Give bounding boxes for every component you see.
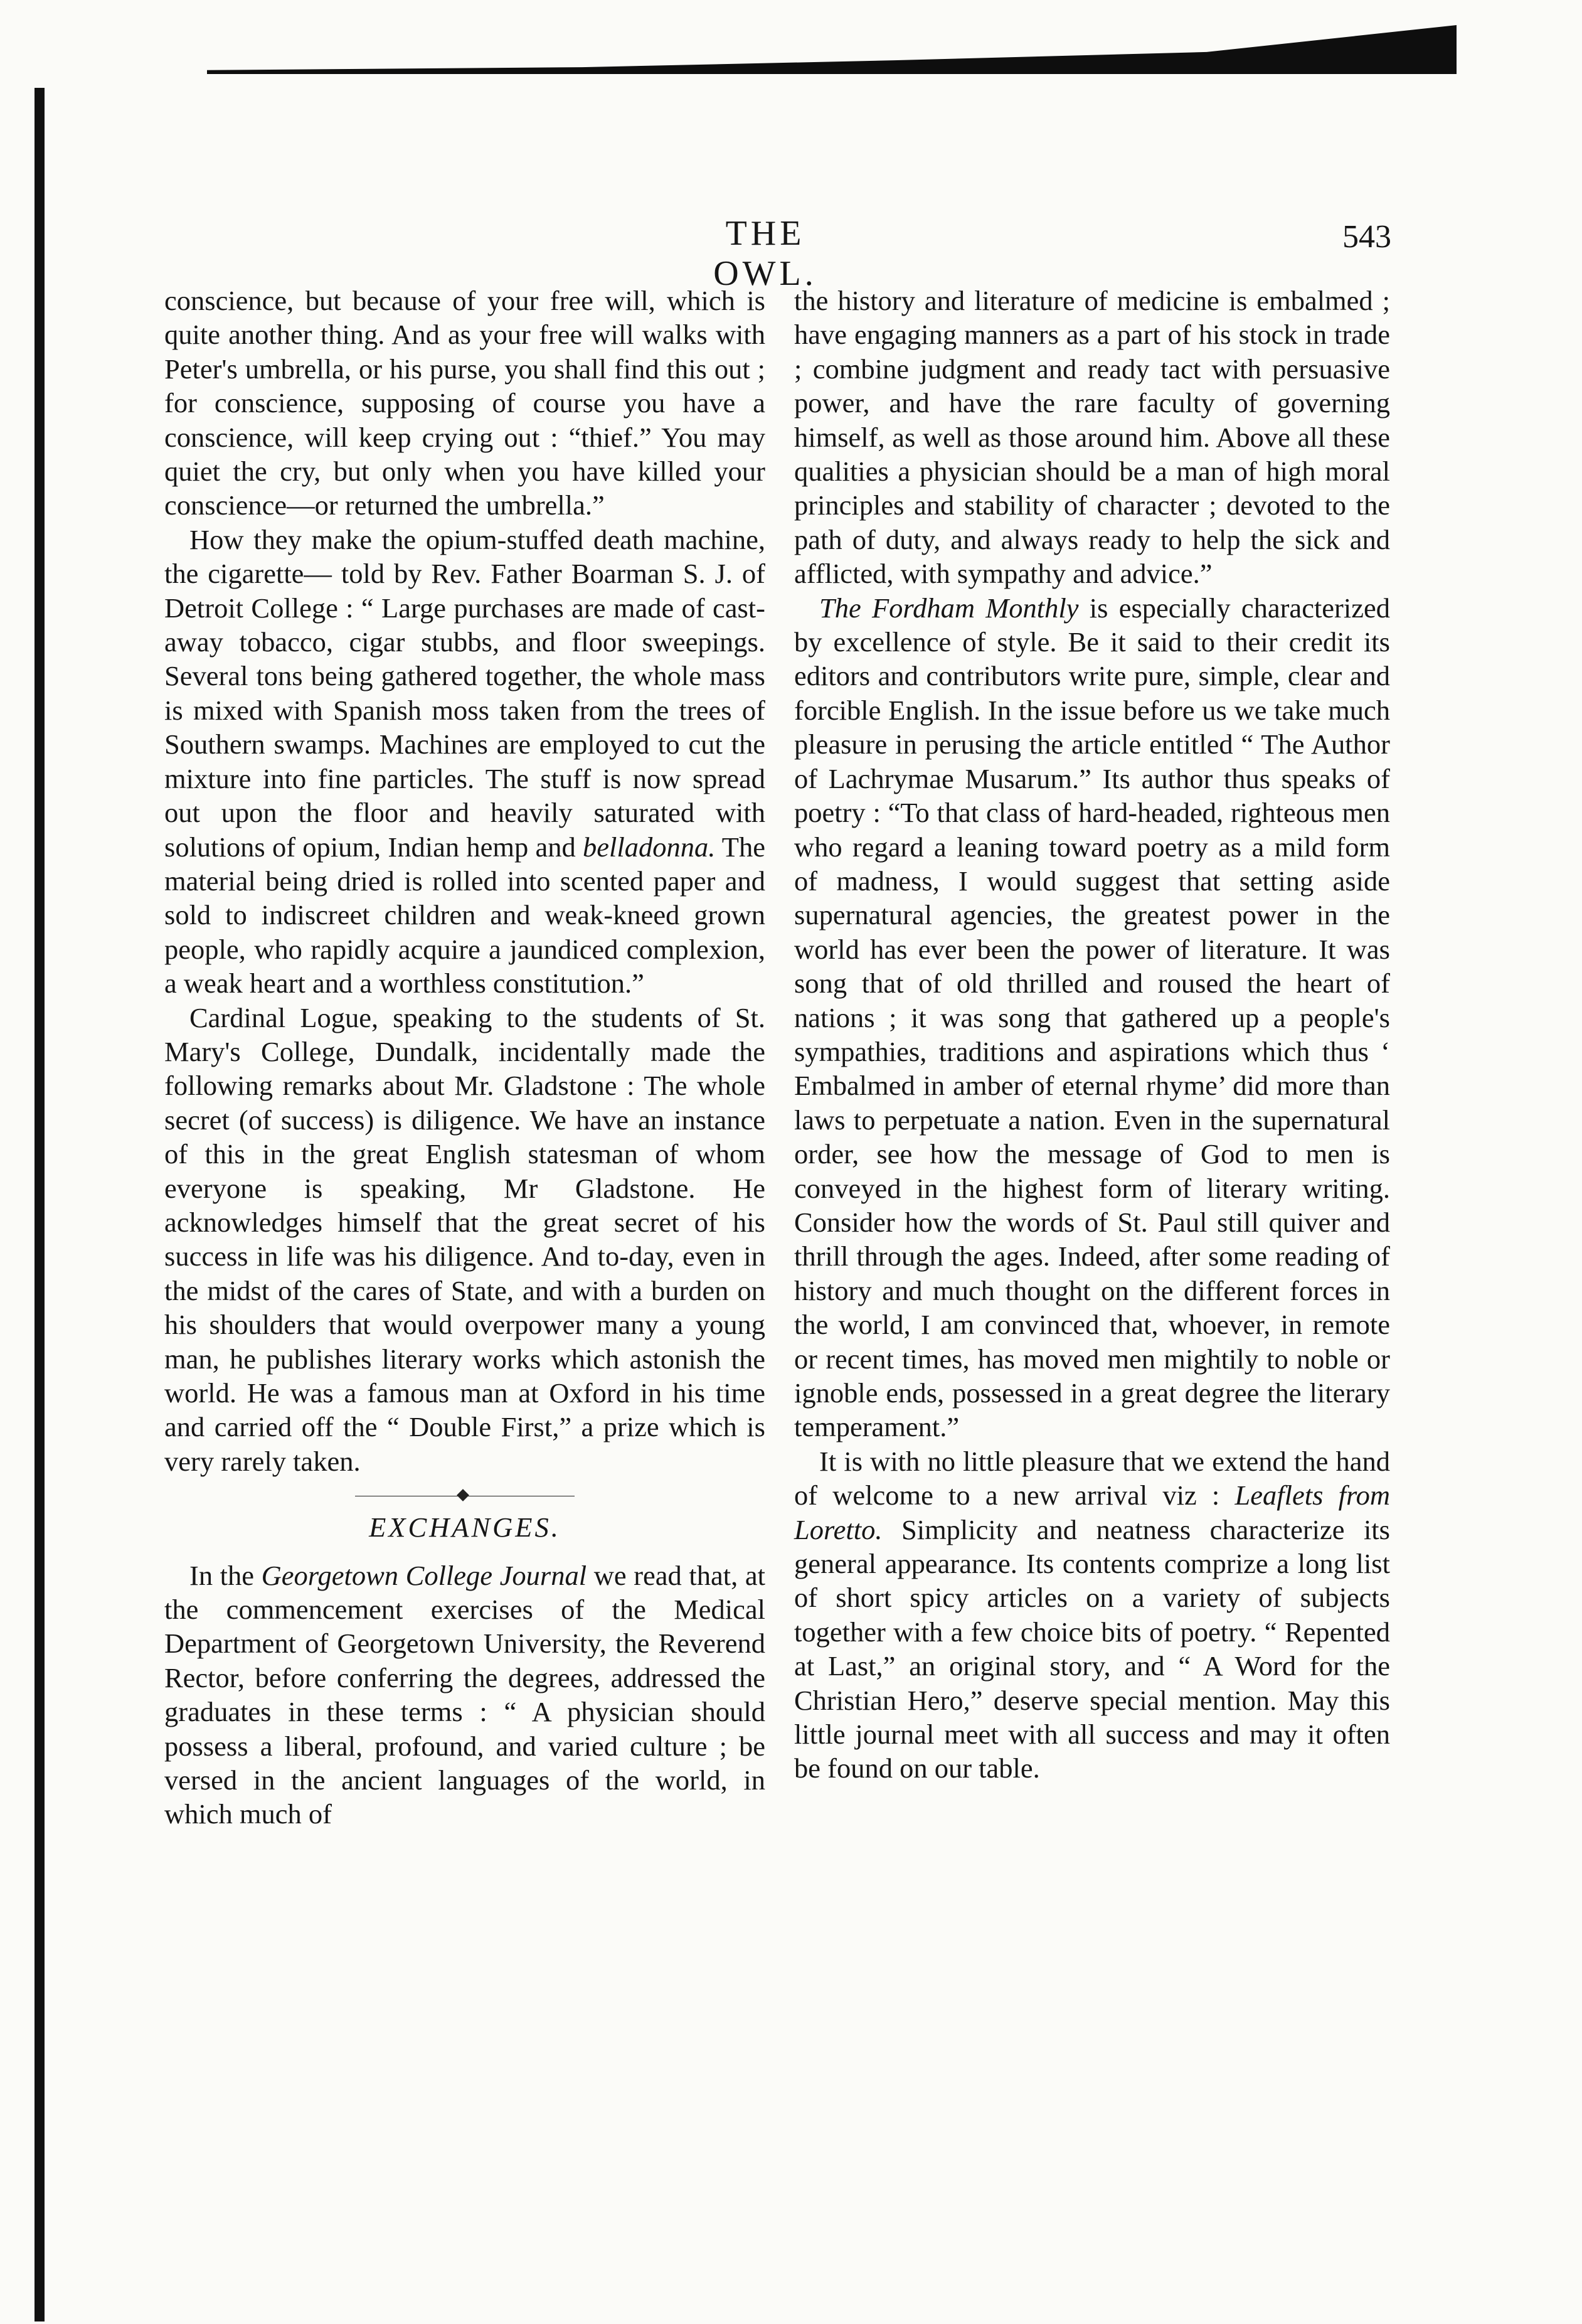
paragraph-text: In the: [189, 1559, 262, 1591]
paragraph: conscience, but because of your free will, which is quite another thing. And as your free will walks with Peter's umbrella, or his purse, you shall find this out ; for conscience, supposing of course you have a conscience, will keep crying out : “thief.” You may quiet the cry, but only when you have killed your conscience—or returned the umbrella.”: [164, 285, 765, 521]
left-column: [164, 284, 765, 1831]
paragraph: Cardinal Logue, speaking to the students of St. Mary's College, Dundalk, incidentally made the following remarks about Mr. Gladstone : The whole secret (of success) is diligence. We have an instance of this in the great English statesman of whom everyone is speaking, Mr Gladstone. He acknowledges himself that the great secret of his success in life was his diligence. And to-day, even in the midst of the cares of State, and with a burden on his shoulders that would overpower many a young man, he publishes literary works which astonish the world. He was a famous man at Oxford in his time and carried off the “ Double First,” a prize which is very rarely taken.: [164, 1001, 765, 1477]
italic-term: belladonna.: [583, 831, 716, 863]
paragraph-text: The material being dried is rolled into scented paper and sold to indiscreet children and weak-kneed grown people, who rapidly acquire a jaundiced complexion, a weak heart and a worthless constitution.”: [164, 831, 765, 999]
scan-border-left: [35, 88, 45, 2321]
scan-border-top: [207, 25, 1457, 74]
journal-title: The Fordham Monthly: [819, 592, 1079, 624]
journal-title: Leaflets from Loretto.: [794, 1479, 1390, 1545]
right-column: [794, 284, 1390, 1786]
paragraph-text: we read that, at the commencement exercises of the Medical Department of Georgetown University, the Reverend Rector, before conferring the degrees, addressed the graduates in these terms : “ A physician should possess a liberal, profound, and varied culture ; be versed in the ancient languages of the world, in which much of: [164, 1559, 765, 1830]
paragraph-text: It is with no little pleasure that we extend the hand of welcome to a new arrival viz :: [794, 1445, 1390, 1511]
paragraph: [164, 523, 765, 1001]
paragraph: the history and literature of medicine is embalmed ; have engaging manners as a part of his stock in trade ; combine judgment and ready tact with persuasive power, and have the rare faculty of governing himself, as well as those around him. Above all these qualities a physician should be a man of high moral principles and stability of character ; devoted to the path of duty, and always ready to help the sick and afflicted, with sympathy and advice.”: [794, 285, 1390, 590]
divider-ornament: [457, 1489, 469, 1501]
paragraph-text: Simplicity and neatness characterize its general appearance. Its contents comprize a long list of short spicy articles on a variety of subjects together with a few choice bits of poetry. “ Repented at Last,” an original story, and “ A Word for the Christian Hero,” deserve special mention. May this little journal meet with all success and may it often be found on our table.: [794, 1513, 1390, 1784]
paragraph: [794, 591, 1390, 1444]
page-number: 543: [1342, 219, 1391, 255]
paragraph-text: How they make the opium-stuffed death machine, the cigarette— told by Rev. Father Boarman S. J. of Detroit College : “ Large purchases are made of cast-away tobacco, cigar stubbs, and floor sweepings. Several tons being gathered together, the whole mass is mixed with Spanish moss taken from the trees of Southern swamps. Machines are employed to cut the mixture into fine particles. The stuff is now spread out upon the floor and heavily saturated with solutions of opium, Indian hemp and: [164, 523, 765, 863]
paragraph-text: is especially characterized by excellence of style. Be it said to their credit its editors and contributors write pure, simple, clear and forcible English. In the issue before us we take much pleasure in perusing the article entitled “ The Author of Lachrymae Musarum.” Its author thus speaks of poetry : “To that class of hard-headed, righteous men who regard a leaning toward poetry as a mild form of madness, I would suggest that setting aside supernatural agencies, the greatest power in the world has ever been the power of literature. It was song that of old thrilled and roused the heart of nations ; it was song that gathered up a people's sympathies, traditions and aspirations which thus ‘ Embalmed in amber of eternal rhyme’ did more than laws to perpetuate a nation. Even in the supernatural order, see how the message of God to men is conveyed in the highest form of literary writing. Consider how the words of St. Paul still quiver and thrill through the ages. Indeed, after some reading of history and much thought on the different forces in the world, I am convinced that, whoever, in remote or recent times, has moved men mightily to noble or ignoble ends, possessed in a great degree the literary temperament.”: [794, 592, 1390, 1443]
journal-title: Georgetown College Journal: [261, 1559, 587, 1591]
paragraph: [164, 1559, 765, 1831]
paragraph: [794, 1444, 1390, 1786]
page-title: THE OWL.: [713, 214, 817, 293]
section-heading: EXCHANGES.: [369, 1511, 561, 1543]
